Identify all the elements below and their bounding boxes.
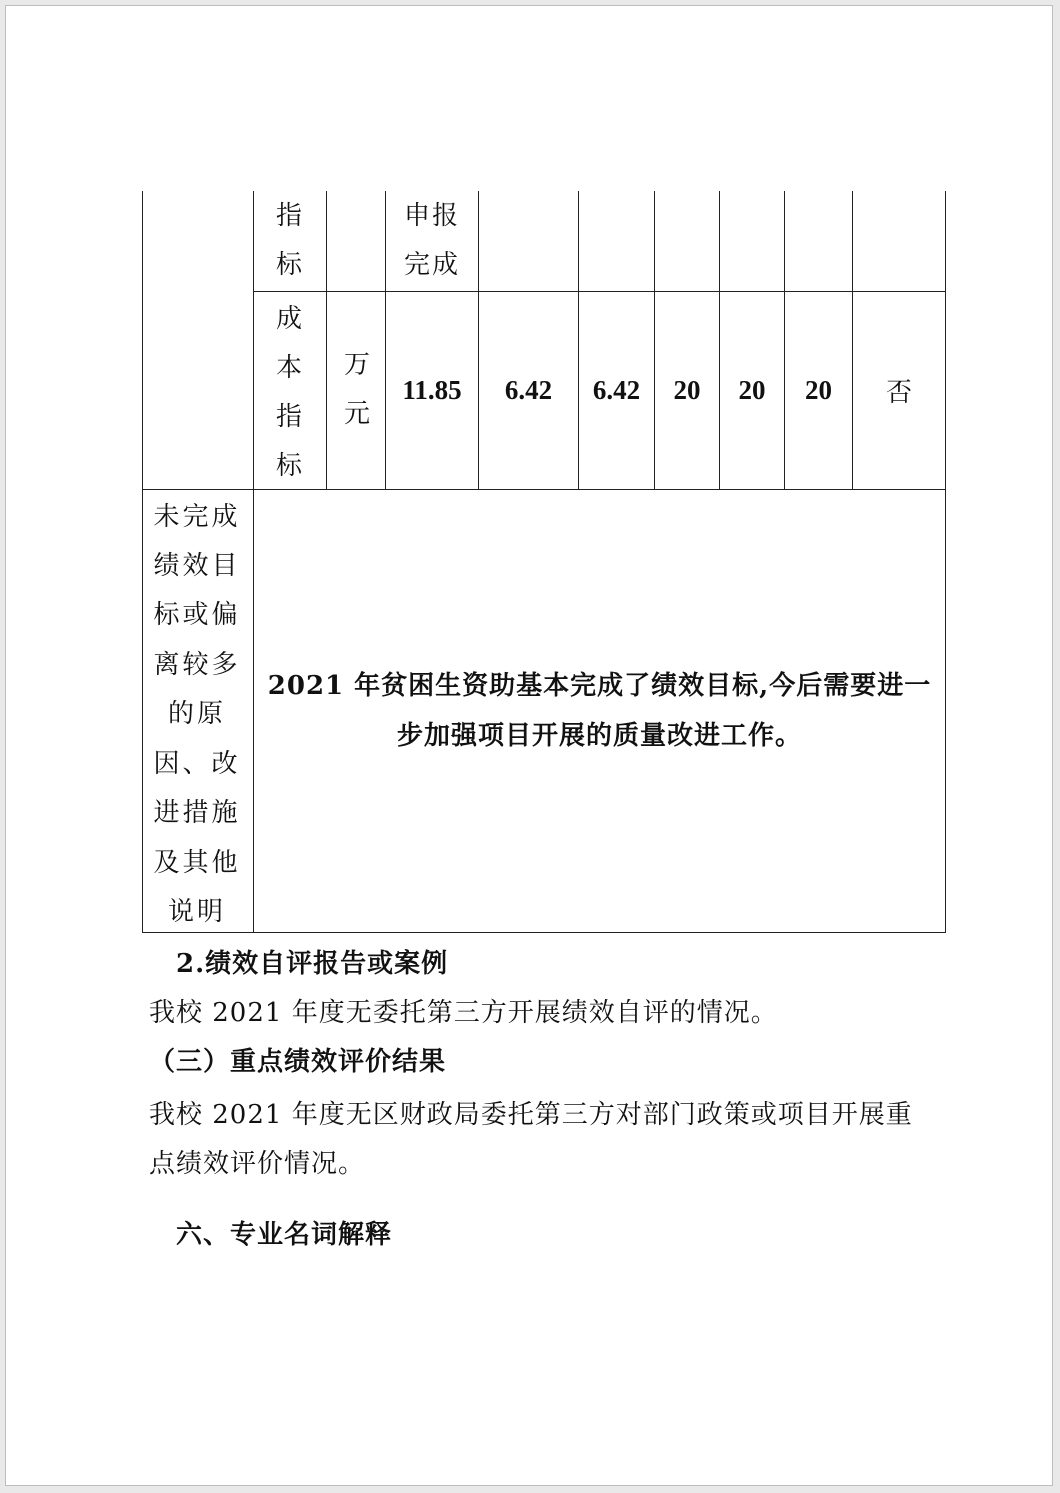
target-label: 申报完成: [403, 201, 460, 280]
score-value: 20: [673, 374, 701, 405]
indicator-label: 指标: [275, 201, 304, 280]
explanation-text-cell: [254, 489, 945, 932]
unit-label: 万元: [343, 350, 372, 429]
score-cell: [785, 291, 852, 489]
explanation-label-cell: [151, 497, 243, 933]
section2-heading: 2.绩效自评报告或案例: [176, 949, 449, 979]
section3-text-line: 点绩效评价情况。: [149, 1149, 366, 1179]
page-content: [6, 6, 1052, 1485]
target-value: 11.85: [402, 374, 462, 405]
deviation-cell: [853, 291, 945, 489]
table-border: [945, 191, 946, 933]
deviation-value: 否: [885, 377, 912, 408]
table-border: [326, 191, 327, 489]
indicator-label: 成本指标: [275, 304, 304, 481]
explanation-label: 未完成绩效目标或偏离较多的原因、改进措施及其他说明: [153, 501, 241, 927]
document-page: [5, 5, 1053, 1486]
unit-cell: [343, 291, 373, 489]
explanation-text-line: 步加强项目开展的质量改进工作。: [396, 720, 802, 751]
indicator-cell: [272, 191, 308, 291]
section3-text-line: 我校 2021 年度无区财政局委托第三方对部门政策或项目开展重: [149, 1100, 913, 1130]
score-cell: [655, 291, 719, 489]
actual-value: 6.42: [592, 374, 641, 405]
score-value: 20: [805, 374, 832, 405]
section3-heading: （三）重点绩效评价结果: [149, 1047, 447, 1077]
score-value: 20: [738, 374, 766, 405]
explanation-text-line: 2021 年贫困生资助基本完成了绩效目标,今后需要进一: [267, 670, 932, 701]
actual-value: 6.42: [504, 374, 553, 405]
actual-value-cell: [579, 291, 654, 489]
indicator-cell: [272, 297, 308, 489]
table-border: [142, 191, 143, 933]
target-cell: [403, 191, 461, 291]
target-value-cell: [386, 291, 478, 489]
section6-heading: 六、专业名词解释: [176, 1220, 393, 1250]
section2-text: 我校 2021 年度无委托第三方开展绩效自评的情况。: [149, 998, 778, 1028]
actual-value-cell: [479, 291, 578, 489]
score-cell: [720, 291, 784, 489]
table-border: [142, 932, 945, 933]
